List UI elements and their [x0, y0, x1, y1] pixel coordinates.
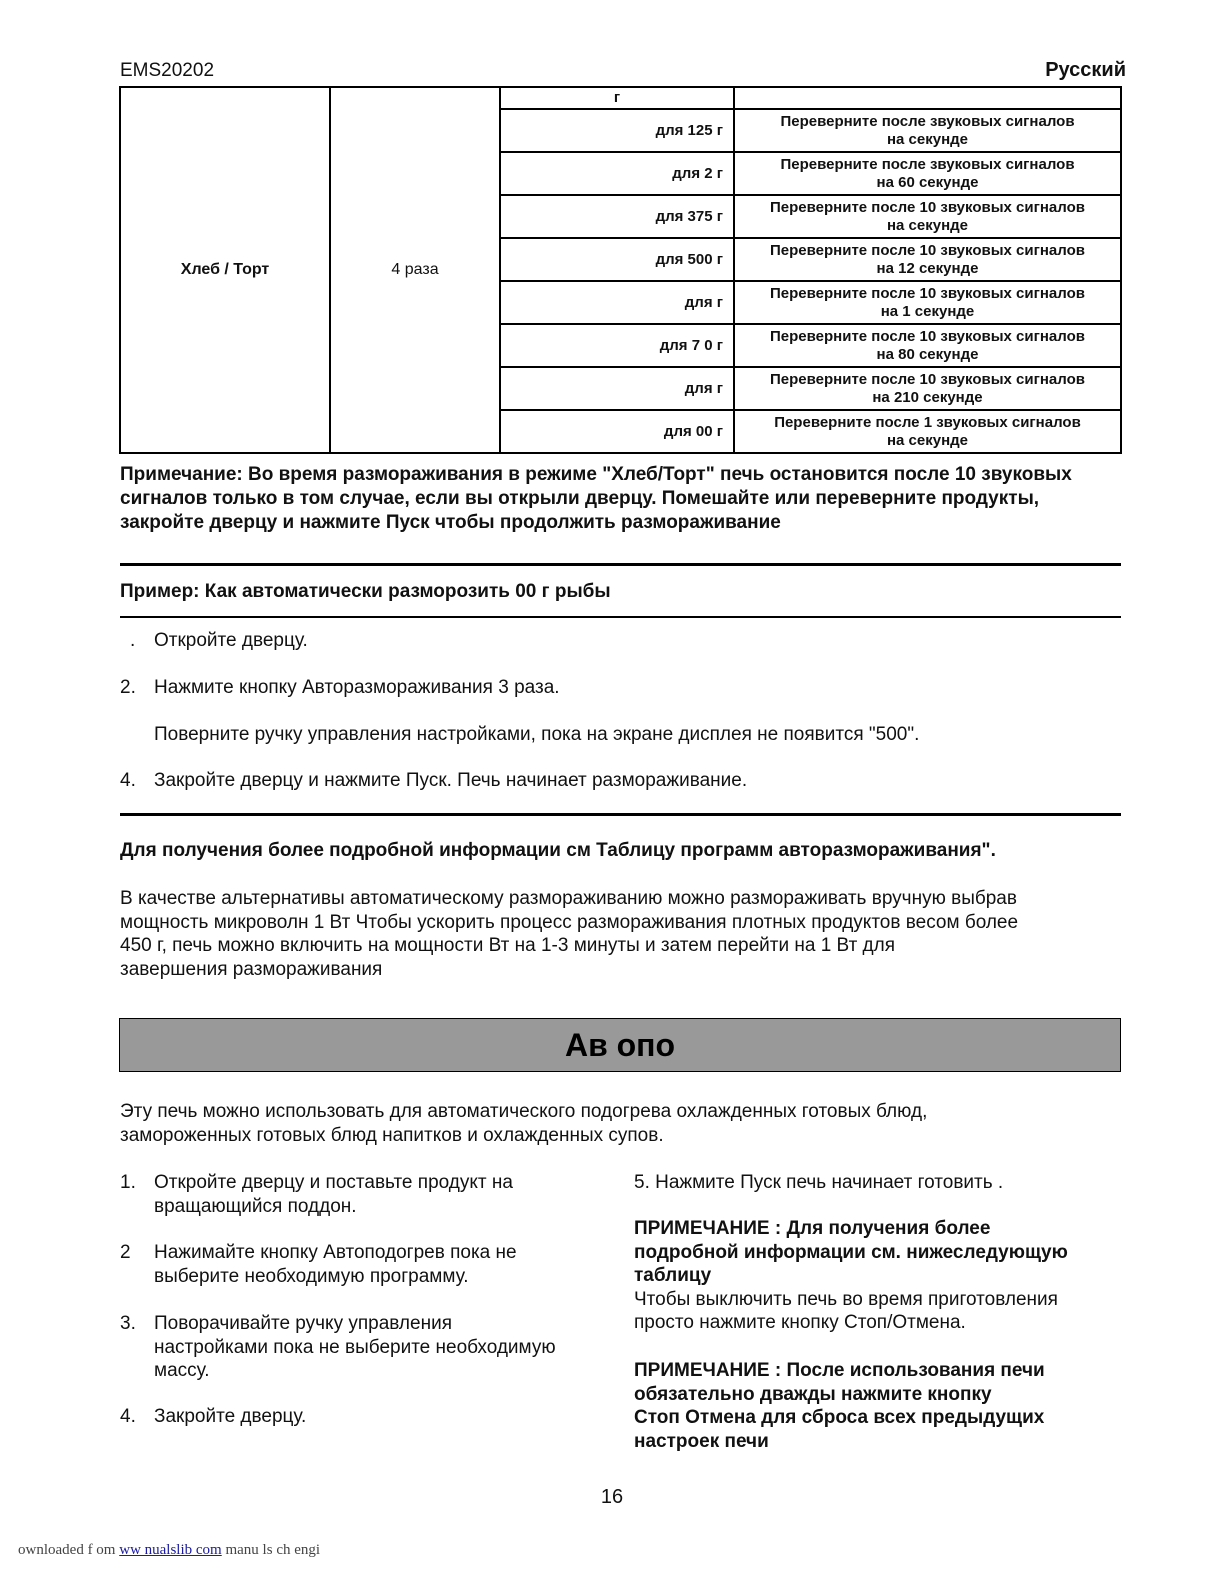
step-text: Поверните ручку управления настройками, пока на экране дисплея не появится "500". — [154, 724, 920, 745]
instruction-cell — [734, 87, 1121, 109]
reheat-step — [120, 1405, 600, 1429]
step-number: 2 — [120, 1242, 131, 1263]
step-text — [154, 1312, 556, 1383]
instruction-line: на 60 секунде — [876, 173, 979, 191]
info-reference: Для получения более подробной информации см Таблицу программ авторазмораживания". — [120, 840, 996, 861]
instruction-line: на 210 секунде — [872, 388, 983, 406]
language-label: Русский — [1045, 59, 1126, 81]
defrost-note: Примечание: Во время размораживания в режиме "Хлеб/Торт" печь остановится после 10 звуковых сигналов только в том случае, если вы открыли дверцу. Помешайте или переверните продукты, закройте дверцу и нажмите Пуск чтобы продолжить размораживание — [120, 464, 1072, 533]
step-number: 3. — [120, 1313, 136, 1334]
note-block-2 — [634, 1359, 1114, 1453]
section-banner — [119, 1018, 1121, 1072]
weight-cell: для 7 0 г — [500, 324, 734, 367]
step-text — [154, 1241, 517, 1288]
note-bold-line: обязательно дважды нажмите кнопку — [634, 1383, 992, 1405]
step-number: 1. — [120, 1172, 136, 1193]
instruction-cell — [734, 195, 1121, 238]
manualslib-link[interactable]: ww nualslib com — [119, 1542, 222, 1558]
step-text: Откройте дверцу. — [154, 630, 308, 651]
note-block-1 — [634, 1217, 1114, 1335]
intro-paragraph — [120, 1100, 1125, 1147]
footer-prefix: ownloaded f om — [18, 1542, 116, 1558]
step-line: настройками пока не выберите необходимую — [154, 1336, 556, 1358]
step-line: Нажимайте кнопку Автоподогрев пока не — [154, 1242, 517, 1263]
instruction-cell — [734, 410, 1121, 453]
weight-cell: для 00 г — [500, 410, 734, 453]
reheat-step — [120, 1312, 610, 1384]
step-text — [154, 1405, 306, 1429]
instruction-line: на 12 секунде — [876, 259, 979, 277]
step-number: 4. — [120, 1406, 136, 1427]
paragraph-line: завершения размораживания — [120, 958, 383, 980]
note-line: Чтобы выключить печь во время приготовления — [634, 1288, 1058, 1310]
alt-defrost-paragraph — [120, 887, 1125, 981]
weight-cell: для г — [500, 281, 734, 324]
instruction-line: на секунде — [886, 130, 969, 148]
instruction-cell — [734, 367, 1121, 410]
paragraph-line: 450 г, печь можно включить на мощности Вт на 1-3 минуты и затем перейти на 1 Вт для — [120, 935, 896, 956]
note-bold-line: ПРИМЕЧАНИЕ : Для получения более — [634, 1218, 991, 1239]
example-step — [120, 723, 1120, 747]
reheat-step — [120, 1241, 600, 1289]
instruction-line: Переверните после звуковых сигналов — [780, 112, 1075, 130]
step-line: Поворачивайте ручку управления — [154, 1313, 452, 1334]
page-number: 16 — [600, 1486, 624, 1508]
step-number: 2. — [120, 677, 136, 698]
food-cell: Хлеб / Торт — [120, 87, 330, 453]
example-step — [120, 629, 1120, 653]
note-bold-line: подробной информации см. нижеследующую — [634, 1241, 1068, 1263]
example-step — [120, 769, 1120, 793]
step-text: Закройте дверцу и нажмите Пуск. Печь начинает размораживание. — [154, 770, 748, 791]
divider — [120, 813, 1121, 816]
instruction-line: Переверните после 1 звуковых сигналов — [774, 413, 1081, 431]
instruction-line: на секунде — [886, 216, 969, 234]
footer-suffix: manu ls ch engi — [225, 1542, 321, 1558]
instruction-cell — [734, 152, 1121, 195]
paragraph-line: В качестве альтернативы автоматическому размораживанию можно размораживать вручную выбрав — [120, 888, 1017, 909]
weight-cell: для 375 г — [500, 195, 734, 238]
instruction-line: Переверните после звуковых сигналов — [780, 155, 1075, 173]
step-line: вращающийся поддон. — [154, 1195, 357, 1217]
paragraph-line: мощность микроволн 1 Вт Чтобы ускорить процесс размораживания плотных продуктов весом более — [120, 911, 1019, 933]
instruction-line: Переверните после 10 звуковых сигналов — [770, 284, 1085, 302]
step-line: выберите необходимую программу. — [154, 1265, 469, 1287]
paragraph-line: Эту печь можно использовать для автоматического подогрева охлажденных готовых блюд, — [120, 1101, 928, 1122]
note-bold-line: ПРИМЕЧАНИЕ : После использования печи — [634, 1360, 1045, 1381]
instruction-line: на секунде — [886, 431, 969, 449]
instruction-cell — [734, 238, 1121, 281]
note-bold-line: настроек печи — [634, 1430, 769, 1452]
times-cell: 4 раза — [330, 87, 500, 453]
step-line: Закройте дверцу. — [154, 1406, 307, 1427]
instruction-line: Переверните после 10 звуковых сигналов — [770, 327, 1085, 345]
step-number: . — [130, 630, 136, 651]
divider — [120, 616, 1121, 618]
instruction-line: Переверните после 10 звуковых сигналов — [770, 198, 1085, 216]
step-line: Откройте дверцу и поставьте продукт на — [154, 1172, 513, 1193]
example-title: Пример: Как автоматически разморозить 00 г рыбы — [120, 581, 611, 602]
step-text: Нажмите кнопку Авторазмораживания 3 раза. — [154, 677, 560, 698]
model-number: EMS20202 — [120, 60, 215, 81]
step-number: 4. — [120, 770, 136, 791]
note-bold-line: таблицу — [634, 1265, 712, 1286]
note-line: просто нажмите кнопку Стоп/Отмена. — [634, 1312, 966, 1333]
divider — [120, 563, 1121, 566]
note-bold-line: Стоп Отмена для сброса всех предыдущих — [634, 1407, 1045, 1428]
instruction-cell — [734, 324, 1121, 367]
instruction-cell — [734, 109, 1121, 152]
instruction-line: Переверните после 10 звуковых сигналов — [770, 241, 1085, 259]
step-line: массу. — [154, 1360, 210, 1381]
weight-cell: для 2 г — [500, 152, 734, 195]
paragraph-line: замороженных готовых блюд напитков и охлажденных супов. — [120, 1124, 664, 1146]
instruction-line: на 1 секунде — [880, 302, 975, 320]
reheat-step-5: 5. Нажмите Пуск печь начинает готовить . — [634, 1172, 1004, 1193]
weight-cell: для г — [500, 367, 734, 410]
example-step — [120, 676, 1120, 700]
download-footer — [18, 1542, 320, 1559]
instruction-line: на 80 секунде — [876, 345, 979, 363]
reheat-step — [120, 1171, 600, 1219]
step-text — [154, 1171, 513, 1218]
section-title: Ав опо — [564, 1026, 676, 1063]
weight-cell: для 125 г — [500, 109, 734, 152]
instruction-cell — [734, 281, 1121, 324]
weight-cell: г — [500, 87, 734, 109]
instruction-line: Переверните после 10 звуковых сигналов — [770, 370, 1085, 388]
weight-cell: для 500 г — [500, 238, 734, 281]
defrost-table — [119, 86, 1122, 454]
